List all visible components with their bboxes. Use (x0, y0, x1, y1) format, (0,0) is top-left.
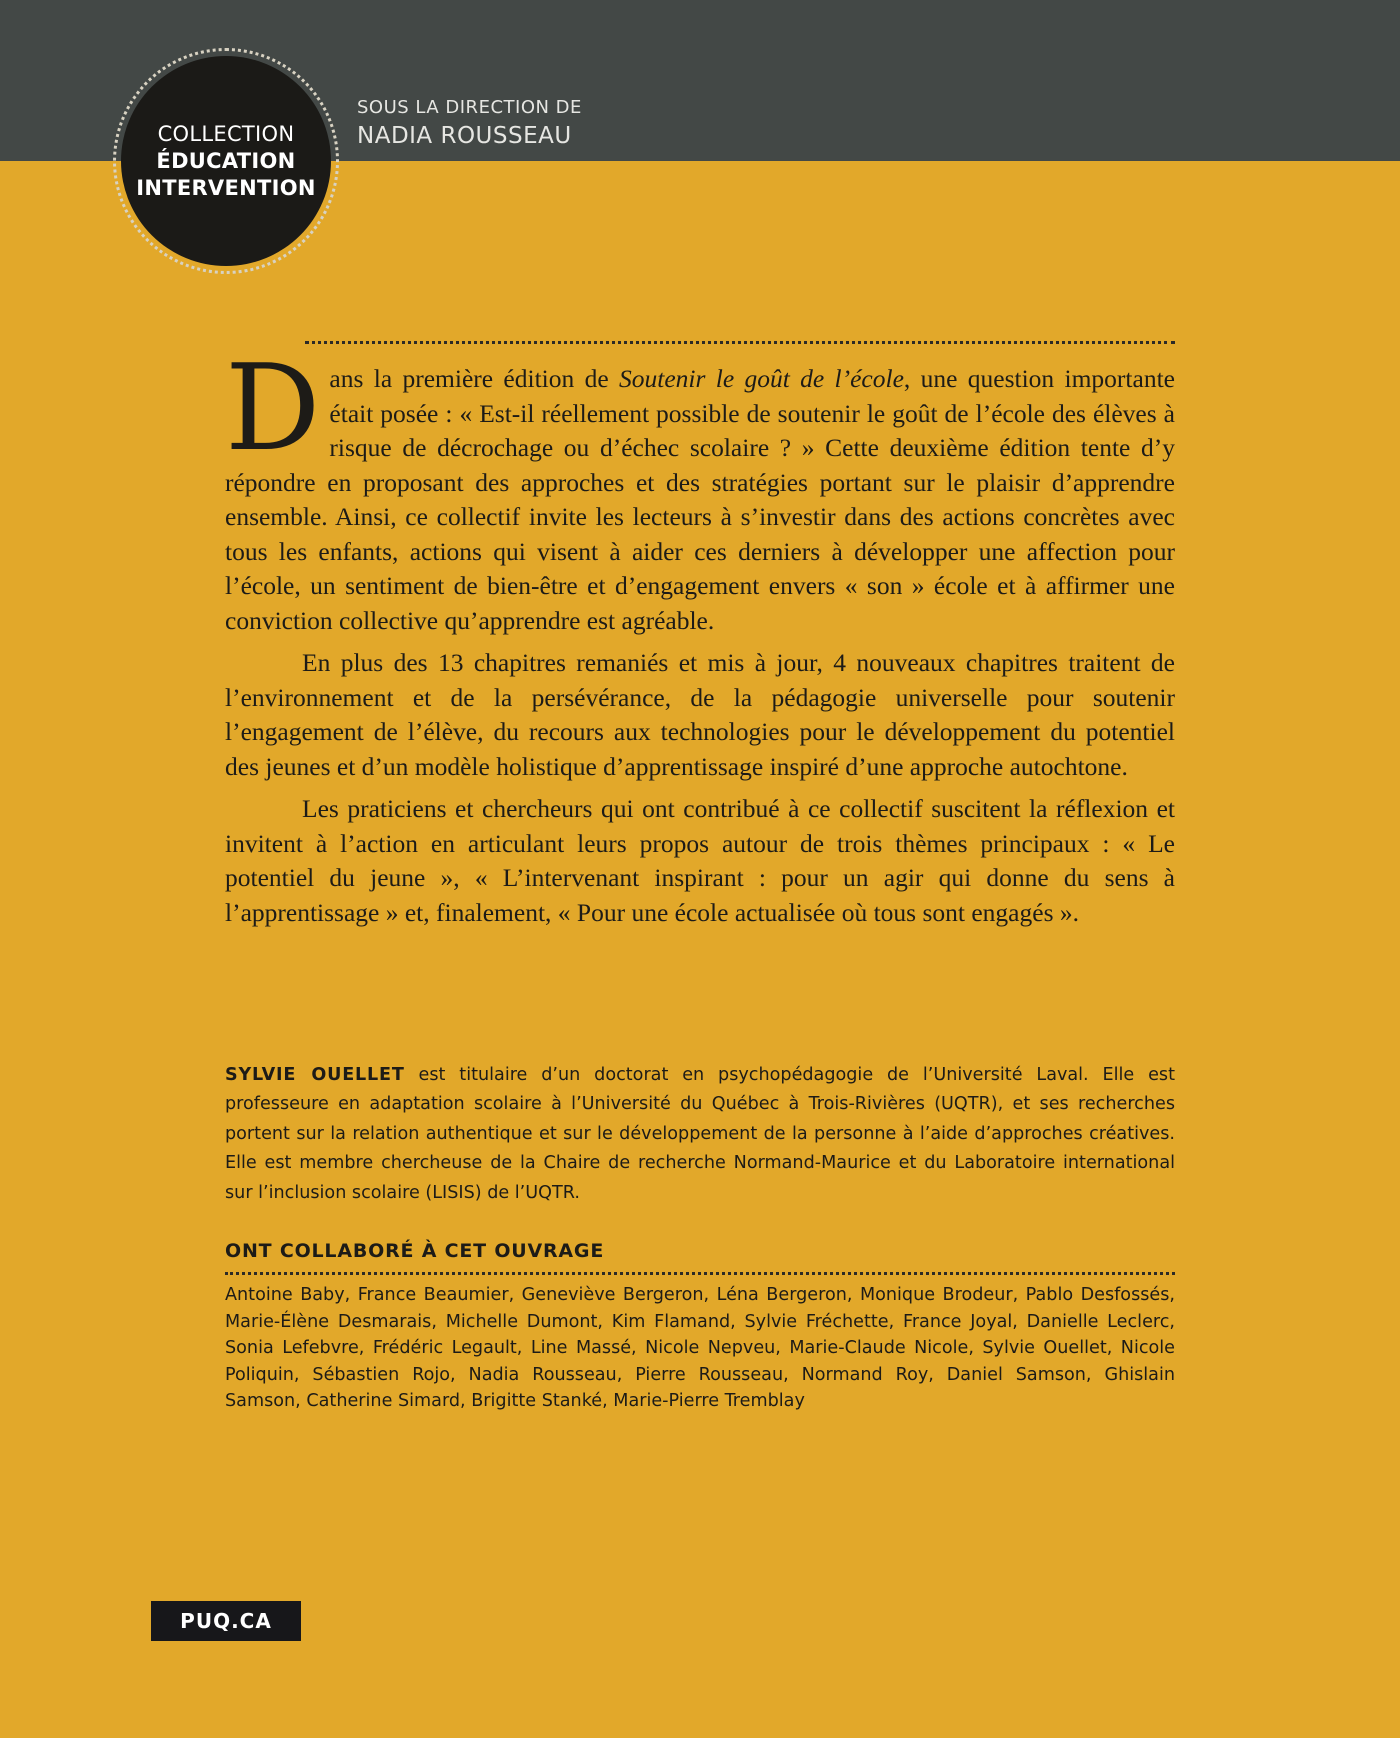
summary-paragraph-2: En plus des 13 chapitres remaniés et mis à jour, 4 nouveaux chapitres traitent de l’environnement et de la persévérance, de la pédagogie universelle pour soutenir l’engagement de l’élève, du recours aux technologies pour le développement du potentiel des jeunes et d’un modèle holistique d’apprentissage inspiré d’une approche autochtone. (225, 648, 1175, 781)
dotted-divider-top (305, 341, 1175, 344)
direction-label: SOUS LA DIRECTION DE (357, 97, 582, 118)
drop-cap: D (225, 340, 321, 478)
summary-paragraph-3: Les praticiens et chercheurs qui ont contribué à ce collectif suscitent la réflexion et invitent à l’action en articulant leurs propos autour de trois thèmes principaux : « Le potentiel du jeune », « L’intervenant inspirant : pour un agir qui donne du sens à l’apprentissage » et, finalement, « Pour une école actualisée où tous sont engagés ». (225, 794, 1175, 927)
collaborators-list: Antoine Baby, France Beaumier, Geneviève Bergeron, Léna Bergeron, Monique Brodeur, Pablo Desfossés, Marie-Élène Desmarais, Michelle Dumont, Kim Flamand, Sylvie Fréchette, France Joyal, Danielle Leclerc, Sonia Lefebvre, Frédéric Legault, Line Massé, Nicole Nepveu, Marie-Claude Nicole, Sylvie Ouellet, Nicole Poliquin, Sébastien Rojo, Nadia Rousseau, Pierre Rousseau, Normand Roy, Daniel Samson, Ghislain Samson, Catherine Simard, Brigitte Stanké, Marie-Pierre Tremblay (225, 1285, 1175, 1412)
summary-paragraph-1 (225, 340, 1175, 638)
author-bio (225, 1061, 1175, 1208)
collection-label: COLLECTION (157, 121, 295, 146)
publisher-url-badge: PUQ.CA (151, 1601, 301, 1641)
collaborators-title: ONT COLLABORÉ À CET OUVRAGE (225, 1240, 605, 1262)
author-bio-text: est titulaire d’un doctorat en psychopédagogie de l’Université Laval. Elle est professeure en adaptation scolaire à l’Université du Québec à Trois-Rivières (UQTR), et ses recherches portent sur la relation authentique et sur le développement de la personne à l’aide d’approches créatives. Elle est membre chercheuse de la Chaire de recherche Normand-Maurice et du Laboratoire international sur l’inclusion scolaire (LISIS) de l’UQTR. (225, 1065, 1175, 1203)
author-name: SYLVIE OUELLET (225, 1065, 405, 1085)
editorial-direction (357, 97, 582, 151)
director-name: NADIA ROUSSEAU (357, 123, 572, 149)
book-summary (225, 340, 1175, 938)
summary-p1-rest: , une question importante était posée : « Est-il réellement possible de soutenir le goût de l’école des élèves à risque de décrochage ou d’échec scolaire ? » Cette deuxième édition tente d’y répondre en proposant des approches et des stratégies portant sur le plaisir d’apprendre ensemble. Ainsi, ce collectif invite les lecteurs à s’investir dans des actions concrètes avec tous les enfants, actions qui visent à aider ces derniers à développer une affection pour l’école, un sentiment de bien-être et d’engagement envers « son » école et à affirmer une conviction collective qu’apprendre est agréable. (225, 364, 1175, 635)
dotted-divider-collaborators (225, 1272, 1175, 1275)
book-title: Soutenir le goût de l’école (618, 364, 904, 393)
collection-name-line1: ÉDUCATION (156, 148, 296, 173)
summary-p1-start: ans la première édition de (329, 364, 619, 393)
collection-badge (121, 56, 331, 266)
collection-name-line2: INTERVENTION (136, 175, 316, 200)
